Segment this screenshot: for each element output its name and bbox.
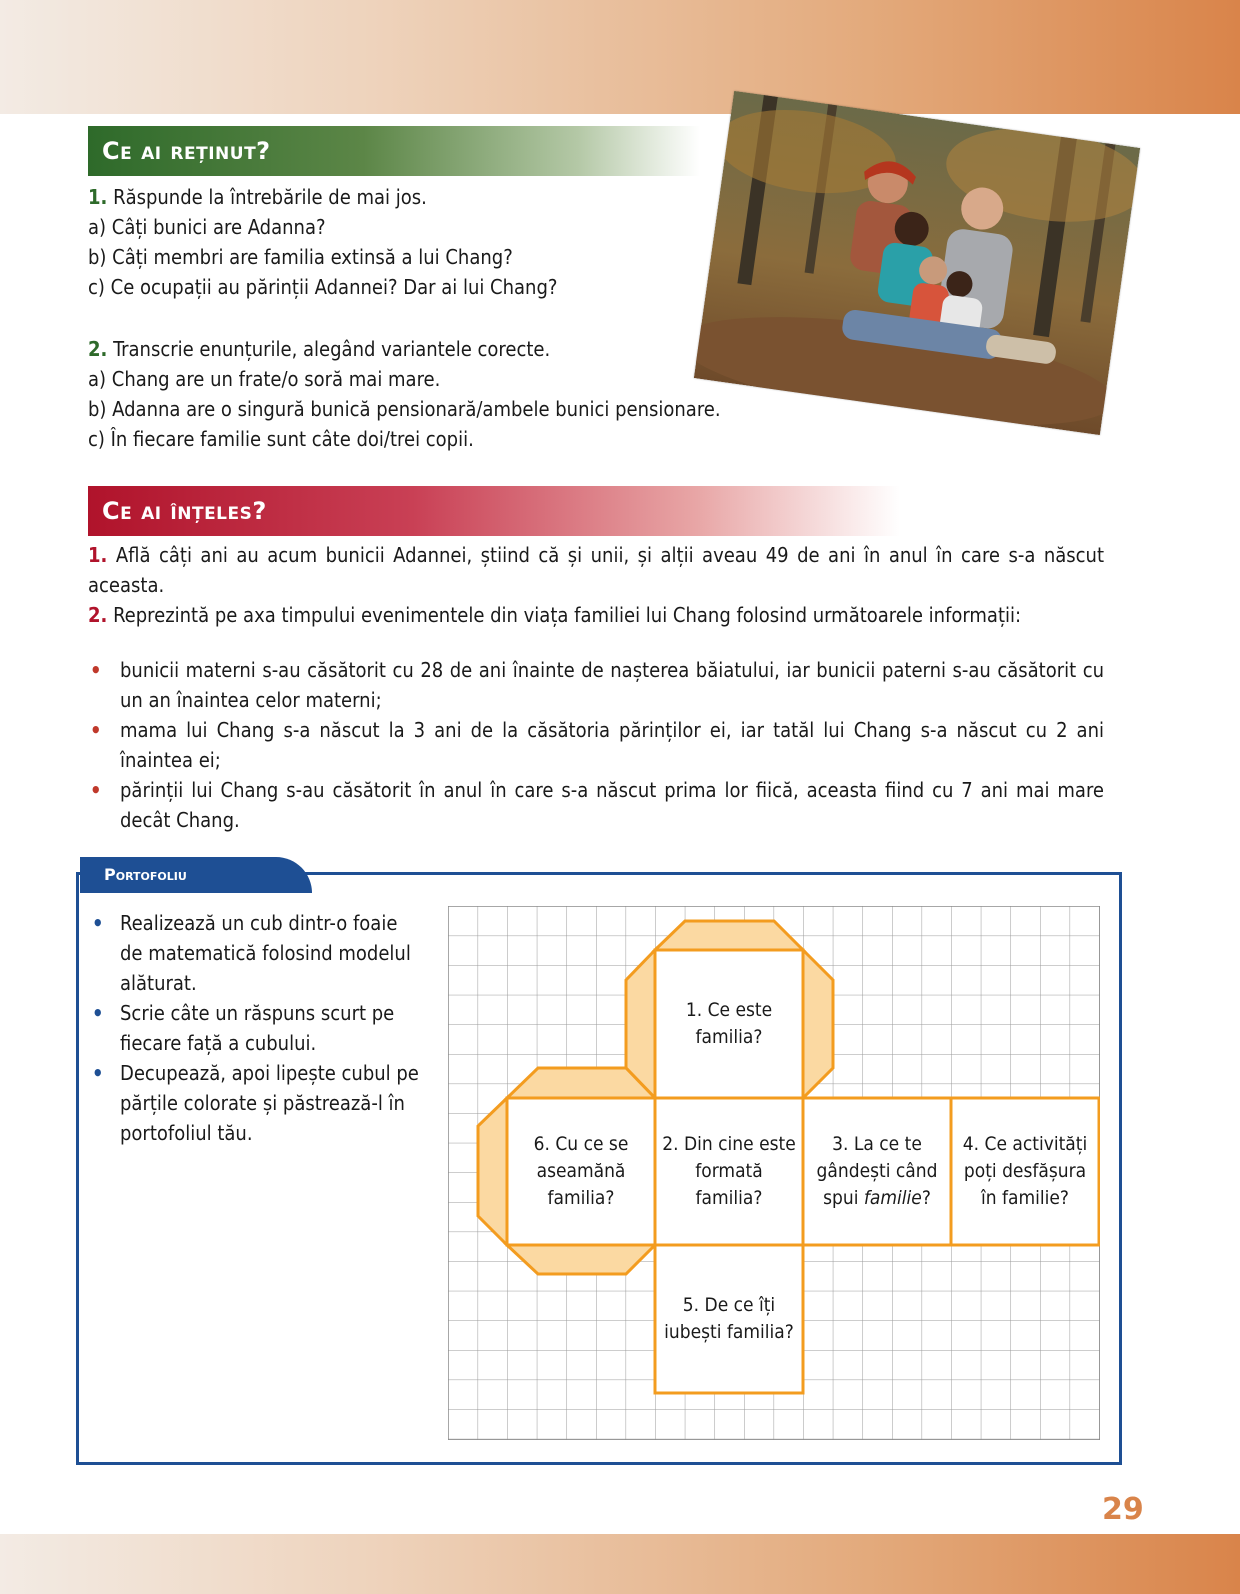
cube-face-1-label: 1. Ce este familia? xyxy=(685,999,773,1048)
list-item xyxy=(88,715,1104,775)
s1-q2-c: c) În fiecare familie sunt câte doi/trei copii. xyxy=(88,427,474,451)
bullet-icon: • xyxy=(90,778,102,802)
face-3-emphasis: familie xyxy=(863,1187,922,1209)
s1-q1-a: a) Câți bunici are Adanna? xyxy=(88,215,326,239)
s1-question-1 xyxy=(88,182,427,212)
bullet-icon: • xyxy=(90,658,102,682)
s1-q2-text: Transcrie enunțurile, alegând variantele corecte. xyxy=(107,337,551,361)
list-item xyxy=(88,655,1104,715)
list-item xyxy=(90,998,420,1058)
portofoliu-item-text: Scrie câte un răspuns scurt pe fiecare față a cubului. xyxy=(120,1001,395,1055)
list-item xyxy=(90,1058,420,1148)
cube-face-4-label: 4. Ce activități poți desfășura în familie? xyxy=(962,1133,1088,1209)
portofoliu-item-text: Decupează, apoi lipește cubul pe părțile colorate și păstrează-l în portofoliul tău. xyxy=(120,1061,419,1145)
s2-q2-text: Reprezintă pe axa timpului evenimentele din viața familiei lui Chang folosind următoarele informații: xyxy=(107,603,1022,627)
s1-question-2 xyxy=(88,334,550,364)
portofoliu-tab: Portofoliu xyxy=(80,857,312,893)
family-photo xyxy=(694,91,1140,435)
bullet-text: mama lui Chang s-a născut la 3 ani de la căsătoria părinților ei, iar tatăl lui Chang s-a născut cu 2 ani înaintea ei; xyxy=(120,718,1104,772)
bullet-icon: • xyxy=(92,1061,104,1085)
cube-face-6-label: 6. Cu ce se aseamănă familia? xyxy=(533,1133,629,1209)
s2-q1-number: 1. xyxy=(88,543,108,567)
portofoliu-item-text: Realizează un cub dintr-o foaie de matematică folosind modelul alăturat. xyxy=(120,911,411,995)
bullet-icon: • xyxy=(90,718,102,742)
cube-face-3-label xyxy=(803,1098,951,1245)
s2-question-2 xyxy=(88,600,1021,630)
s1-q1-c: c) Ce ocupații au părinții Adannei? Dar ai lui Chang? xyxy=(88,275,558,299)
s2-q1-text: Află câți ani au acum bunicii Adannei, știind că și unii, și alții aveau 49 de ani în anul în care s-a născut aceasta. xyxy=(88,543,1104,597)
s1-q1-b: b) Câți membri are familia extinsă a lui Chang? xyxy=(88,245,513,269)
portofoliu-list xyxy=(90,908,420,1148)
face-3-punct: ? xyxy=(921,1187,931,1209)
s1-q2-b: b) Adanna are o singură bunică pensionară/ambele bunici pensionare. xyxy=(88,397,721,421)
s1-q1-text: Răspunde la întrebările de mai jos. xyxy=(107,185,427,209)
bottom-decorative-band xyxy=(0,1534,1240,1594)
s2-q2-number: 2. xyxy=(88,603,108,627)
bullet-text: bunicii materni s-au căsătorit cu 28 de ani înainte de nașterea băiatului, iar bunicii paterni s-au căsătorit cu un an înaintea celor materni; xyxy=(120,658,1104,712)
s1-q2-a: a) Chang are un frate/o soră mai mare. xyxy=(88,367,441,391)
page-number: 29 xyxy=(1102,1492,1144,1527)
list-item xyxy=(88,775,1104,835)
bullet-icon: • xyxy=(92,911,104,935)
bullet-icon: • xyxy=(92,1001,104,1025)
s1-q1-number: 1. xyxy=(88,185,108,209)
list-item xyxy=(90,908,420,998)
cube-face-2-label: 2. Din cine este formată familia? xyxy=(662,1133,796,1209)
section-header-ce-ai-inteles: Ce ai înțeles? xyxy=(88,486,900,536)
s2-question-1 xyxy=(88,540,1104,600)
s1-q2-number: 2. xyxy=(88,337,108,361)
cube-face-5-label: 5. De ce îți iubești familia? xyxy=(664,1294,794,1343)
s2-bullet-list xyxy=(88,655,1104,835)
face-3-text: 3. La ce te gândești când spui xyxy=(816,1133,938,1209)
bullet-text: părinții lui Chang s-au căsătorit în anul în care s-a născut prima lor fiică, aceasta fiind cu 7 ani mai mare decât Chang. xyxy=(120,778,1104,832)
top-decorative-band xyxy=(0,0,1240,114)
section-header-ce-ai-retinut: Ce ai reținut? xyxy=(88,126,700,176)
